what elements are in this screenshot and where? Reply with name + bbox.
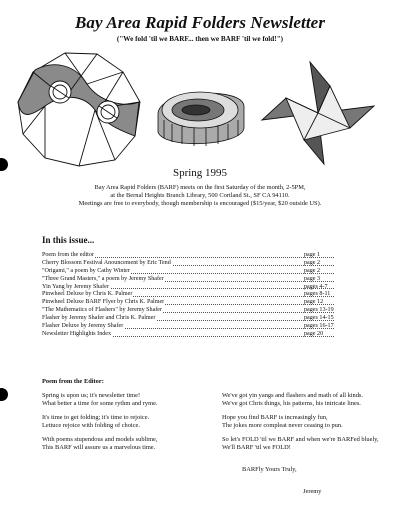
toc-entry [42, 260, 362, 268]
toc-entry-page: pages 4-7 [304, 283, 328, 290]
poem-stanza [42, 392, 158, 408]
toc-entry-title: Newsletter Highlights Index [42, 330, 112, 337]
poem-line: We've got Chris things, his patterns, his intricate lines. [222, 400, 361, 407]
meeting-info-line: at the Bernal Heights Branch Library, 500 Cortland St., SF CA 94110. [110, 192, 290, 199]
toc-entry-page: pages 14-15 [304, 315, 334, 322]
poem-stanza [222, 436, 379, 452]
poem-line: What better a time for some rythm and ryme. [42, 400, 158, 407]
toc-entry-title: Cherry Blossom Festival Anouncement by Eric Tend [42, 259, 171, 266]
toc-entry-page: page 3 [304, 275, 321, 282]
toc-entry-title: Flasher by Jeremy Shafer and Chris K. Palmer [42, 315, 156, 322]
toc-entry [42, 315, 362, 323]
binder-hole-bottom [0, 388, 8, 401]
toc-entry-page: pages 13-19 [304, 307, 334, 314]
toc-entry-title: "Three Grand Masters," a poem by Jeremy Shafer [42, 275, 164, 282]
poem-line: Spring is upon us; it's newsletter time! [42, 392, 141, 399]
toc-entry-title: "The Mathematics of Flashers" by Jeremy Shafer [42, 307, 163, 314]
poem-stanza [222, 414, 379, 430]
poem-line: We'll BARF 'til we FOLD! [222, 444, 291, 451]
toc-entry [42, 268, 362, 276]
pinwheel-model-illustration [258, 58, 378, 168]
toc-entry-page: pages 16-17 [304, 323, 334, 330]
poem-stanza [222, 392, 379, 408]
toc-entry-page: page 2 [304, 267, 321, 274]
poem-line: With poems stupendous and models sublime, [42, 436, 158, 443]
poem-heading: Poem from the Editor: [42, 378, 104, 385]
toc-entry-title: Pinwheel Deluxe BARF Flyer by Chris K. Palmer [42, 299, 165, 306]
poem-signoff: BARFly Yours Truly, [242, 466, 297, 473]
newsletter-title: Bay Area Rapid Folders Newsletter [74, 13, 326, 32]
poem-line: We've got yin yangs and flashers and math of all kinds. [222, 392, 364, 399]
toc-entry [42, 284, 362, 292]
issue-date: Spring 1995 [172, 167, 228, 179]
toc-entry [42, 331, 362, 339]
table-of-contents [42, 252, 362, 339]
poem-line: The jokes more compleat never ceasing to pun. [222, 422, 343, 429]
poem-line: This BARF will assure us a marvelous time. [42, 444, 156, 451]
poem-signature: Jeremy [303, 488, 322, 495]
meeting-info-line: Bay Area Rapid Folders (BARF) meets on the first Saturday of the month, 2-5PM, [94, 184, 306, 191]
poem-right-column [222, 392, 379, 458]
toc-entry-page: page 1 [304, 252, 321, 258]
poem-line: So let's FOLD 'til we BARF and when we're BARFed bluely, [222, 436, 379, 443]
yin-yang-model-illustration [15, 50, 145, 168]
toc-entry [42, 276, 362, 284]
toc-entry-page: page 12 [304, 299, 324, 306]
poem-line: Hope you find BARF is increasingly fun, [222, 414, 328, 421]
poem-line: Lettuce rejoice with folding of choice. [42, 422, 140, 429]
toc-entry [42, 291, 362, 299]
toc-entry-page: page 2 [304, 259, 321, 266]
toc-entry-title: "Origami," a poem by Cathy Winter [42, 267, 130, 274]
poem-line: It's time to get folding; it's time to rejoice. [42, 414, 150, 421]
toc-entry [42, 252, 362, 260]
newsletter-motto: ("We fold 'til we BARF... then we BARF 'til we fold!") [116, 35, 284, 43]
flasher-model-illustration [150, 80, 250, 152]
toc-entry-page: page 20 [304, 330, 324, 337]
toc-entry-title: Yin Yang by Jeremy Shafer [42, 283, 109, 290]
toc-entry-title: Pinwheel Deluxe by Chris K. Palmer [42, 291, 133, 298]
meeting-info [40, 184, 360, 208]
poem-stanza [42, 414, 158, 430]
poem-stanza [42, 436, 158, 452]
toc-entry-title: Flasher Deluxe by Jeremy Shafer [42, 323, 124, 330]
toc-entry [42, 323, 362, 331]
poem-left-column [42, 392, 158, 458]
toc-entry-title: Poem from the editor [42, 252, 94, 258]
meeting-info-line: Meetings are free to everybody, though membership is encouraged ($15/year, $20 outside US). [78, 200, 322, 207]
toc-entry-page: pages 8-11 [304, 291, 331, 298]
toc-heading: In this issue... [42, 235, 95, 245]
toc-entry [42, 307, 362, 315]
